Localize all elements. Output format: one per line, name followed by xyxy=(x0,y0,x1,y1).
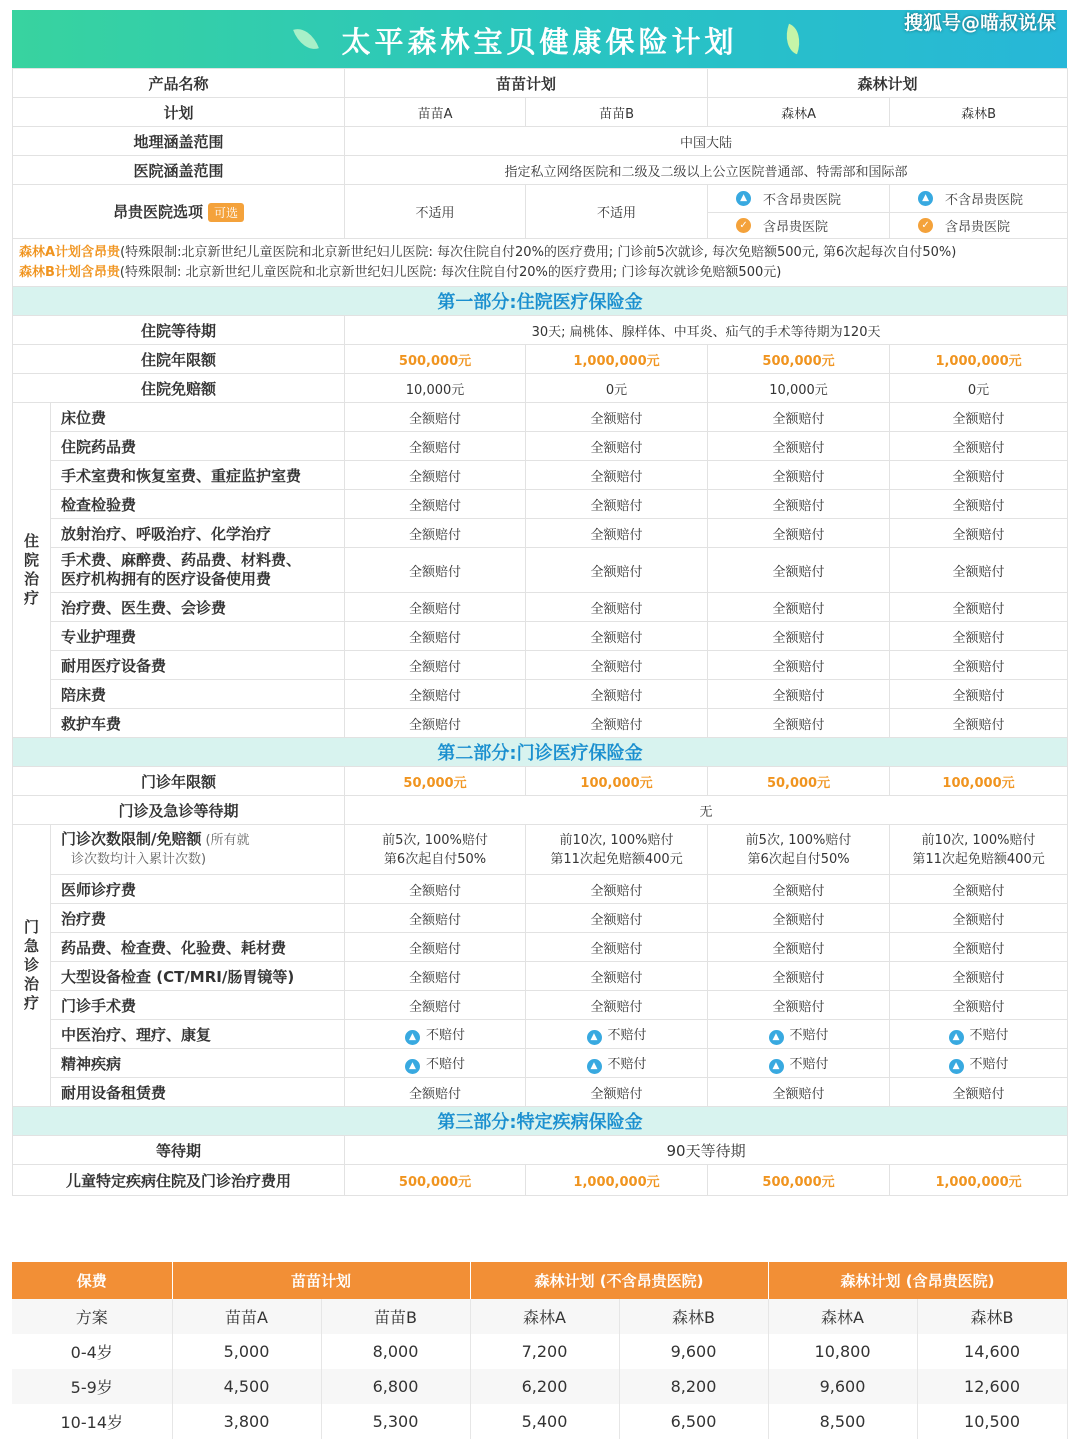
visits-line1: 前10次, 100%赔付 xyxy=(921,832,1036,848)
coverage-value: 全额赔付 xyxy=(890,1078,1068,1107)
coverage-value xyxy=(708,1020,890,1049)
inpatient-item-name: 放射治疗、呼吸治疗、化学治疗 xyxy=(51,519,345,548)
inpatient-item-row xyxy=(13,709,1068,738)
outpatient-limit-value: 100,000元 xyxy=(890,767,1068,796)
premium-cell: 6,800 xyxy=(321,1369,470,1404)
coverage-value xyxy=(526,1049,708,1078)
coverage-value: 全额赔付 xyxy=(526,709,708,738)
visits-note: 诊次数均计入累计次数) xyxy=(71,852,207,867)
premium-cell: 10,800 xyxy=(768,1334,917,1369)
check-circle-icon: ✓ xyxy=(736,218,751,233)
hospital-row xyxy=(13,156,1068,185)
premium-plan-cell: 森林A xyxy=(470,1299,619,1334)
coverage-value: 全额赔付 xyxy=(526,403,708,432)
visits-value xyxy=(345,825,526,875)
disease-row xyxy=(13,1165,1068,1196)
coverage-value: 全额赔付 xyxy=(345,709,526,738)
geo-row xyxy=(13,127,1068,156)
premium-cell: 5,300 xyxy=(321,1404,470,1439)
coverage-value: 全额赔付 xyxy=(708,875,890,904)
triangle-warning-icon: ▲ xyxy=(769,1030,784,1045)
visits-value xyxy=(708,825,890,875)
coverage-value: 全额赔付 xyxy=(708,519,890,548)
coverage-value: 全额赔付 xyxy=(708,622,890,651)
premium-cell: 9,600 xyxy=(768,1369,917,1404)
premium-cell: 7,200 xyxy=(470,1334,619,1369)
coverage-value: 全额赔付 xyxy=(708,403,890,432)
visits-line1: 前5次, 100%赔付 xyxy=(745,832,852,848)
outpatient-limit-value: 100,000元 xyxy=(526,767,708,796)
inpatient-item-row xyxy=(13,519,1068,548)
option-exclude xyxy=(890,186,1067,212)
inpatient-item-name: 检查检验费 xyxy=(51,490,345,519)
coverage-value: 全额赔付 xyxy=(890,962,1068,991)
inpatient-item-name: 治疗费、医生费、会诊费 xyxy=(51,593,345,622)
inpatient-item-row xyxy=(13,680,1068,709)
coverage-value: 全额赔付 xyxy=(890,403,1068,432)
coverage-value: 全额赔付 xyxy=(345,593,526,622)
coverage-value: 全额赔付 xyxy=(526,962,708,991)
coverage-value: 全额赔付 xyxy=(708,593,890,622)
coverage-value: 全额赔付 xyxy=(890,875,1068,904)
premium-cell: 10-14岁 xyxy=(12,1404,172,1439)
inpatient-deductible-value: 10,000元 xyxy=(345,374,526,403)
coverage-value: 全额赔付 xyxy=(345,461,526,490)
outpatient-limit-value: 50,000元 xyxy=(708,767,890,796)
inpatient-item-row xyxy=(13,651,1068,680)
visits-note: (所有就 xyxy=(205,833,250,848)
coverage-value: 全额赔付 xyxy=(345,680,526,709)
outpatient-item-row xyxy=(13,1049,1068,1078)
disease-limit-value: 1,000,000元 xyxy=(526,1165,708,1196)
disease-limit-value: 1,000,000元 xyxy=(890,1165,1068,1196)
special-notes xyxy=(13,239,1068,287)
triangle-warning-icon: ▲ xyxy=(949,1059,964,1074)
premium-cell: 12,600 xyxy=(917,1369,1067,1404)
inpatient-item-row xyxy=(13,432,1068,461)
waiting-row xyxy=(13,316,1068,345)
not-paid-label: 不赔付 xyxy=(426,1056,466,1072)
outpatient-item-name: 耐用设备租赁费 xyxy=(51,1078,345,1107)
option-include-label: 含昂贵医院 xyxy=(945,219,1011,235)
inpatient-item-row xyxy=(13,593,1068,622)
coverage-value: 全额赔付 xyxy=(708,432,890,461)
option-exclude xyxy=(708,186,889,212)
outpatient-item-row xyxy=(13,1078,1068,1107)
coverage-value: 全额赔付 xyxy=(890,622,1068,651)
disease-waiting-label: 等待期 xyxy=(13,1136,345,1165)
option-include-label: 含昂贵医院 xyxy=(763,219,829,235)
premium-header-cell: 森林计划 (含昂贵医院) xyxy=(768,1262,1067,1299)
coverage-value: 全额赔付 xyxy=(708,680,890,709)
coverage-value: 全额赔付 xyxy=(526,432,708,461)
plan-label: 计划 xyxy=(13,98,345,127)
coverage-value: 全额赔付 xyxy=(526,593,708,622)
inpatient-item-row xyxy=(13,461,1068,490)
outpatient-item-row xyxy=(13,991,1068,1020)
premium-cell: 6,500 xyxy=(619,1404,768,1439)
premium-cell: 0-4岁 xyxy=(12,1334,172,1369)
coverage-value: 全额赔付 xyxy=(708,548,890,593)
outpatient-item-name: 门诊手术费 xyxy=(51,991,345,1020)
optional-badge: 可选 xyxy=(208,203,244,222)
coverage-value: 全额赔付 xyxy=(890,933,1068,962)
coverage-value: 全额赔付 xyxy=(890,709,1068,738)
inpatient-vertical-label xyxy=(13,403,51,738)
premium-row xyxy=(12,1404,1067,1439)
expensive-options-cell xyxy=(890,185,1068,239)
inpatient-limit-value: 1,000,000元 xyxy=(890,345,1068,374)
premium-header-cell: 保费 xyxy=(12,1262,172,1299)
visits-line2: 第6次起自付50% xyxy=(383,851,487,867)
coverage-value: 全额赔付 xyxy=(526,875,708,904)
expensive-label-cell xyxy=(13,185,345,239)
section-title-part1: 第一部分:住院医疗保险金 xyxy=(13,287,1068,316)
coverage-value: 全额赔付 xyxy=(345,875,526,904)
outpatient-limit-row xyxy=(13,767,1068,796)
coverage-value: 全额赔付 xyxy=(526,490,708,519)
not-applicable: 不适用 xyxy=(345,185,526,239)
section-row xyxy=(13,738,1068,767)
premium-row xyxy=(12,1334,1067,1369)
inpatient-deductible-value: 0元 xyxy=(890,374,1068,403)
coverage-value: 全额赔付 xyxy=(890,490,1068,519)
premium-cell: 5,000 xyxy=(172,1334,321,1369)
not-paid-label: 不赔付 xyxy=(789,1056,829,1072)
outpatient-item-name: 药品费、检查费、化验费、耗材费 xyxy=(51,933,345,962)
check-circle-icon: ✓ xyxy=(918,218,933,233)
coverage-table xyxy=(12,68,1068,1196)
geo-label: 地理涵盖范围 xyxy=(13,127,345,156)
coverage-value: 全额赔付 xyxy=(526,651,708,680)
coverage-value: 全额赔付 xyxy=(708,904,890,933)
outpatient-item-row xyxy=(13,904,1068,933)
coverage-value: 全额赔付 xyxy=(345,519,526,548)
inpatient-item-row xyxy=(13,403,1068,432)
coverage-value xyxy=(890,1049,1068,1078)
coverage-value xyxy=(345,1049,526,1078)
premium-table xyxy=(12,1262,1068,1439)
coverage-value: 全额赔付 xyxy=(345,991,526,1020)
plan-name: 苗苗B xyxy=(526,98,708,127)
triangle-warning-icon: ▲ xyxy=(405,1059,420,1074)
outpatient-item-row xyxy=(13,1020,1068,1049)
coverage-value: 全额赔付 xyxy=(890,991,1068,1020)
coverage-value: 全额赔付 xyxy=(890,519,1068,548)
coverage-value: 全额赔付 xyxy=(890,548,1068,593)
notes-row xyxy=(13,239,1068,287)
disease-limit-value: 500,000元 xyxy=(708,1165,890,1196)
premium-header-cell: 苗苗计划 xyxy=(172,1262,470,1299)
limit-row xyxy=(13,345,1068,374)
triangle-warning-icon: ▲ xyxy=(587,1030,602,1045)
premium-header-cell: 森林计划 (不含昂贵医院) xyxy=(470,1262,768,1299)
plan-name: 森林A xyxy=(708,98,890,127)
visits-value xyxy=(526,825,708,875)
premium-cell: 3,800 xyxy=(172,1404,321,1439)
outpatient-limit-label: 门诊年限额 xyxy=(13,767,345,796)
page-title: 太平森林宝贝健康保险计划 xyxy=(341,25,738,59)
outpatient-item-name: 大型设备检查 (CT/MRI/肠胃镜等) xyxy=(51,962,345,991)
note-text: (特殊限制: 北京新世纪儿童医院和北京新世纪妇儿医院: 每次住院自付20%的医疗费用; 门诊每次就诊免赔额500元) xyxy=(119,264,782,280)
outpatient-item-name: 精神疾病 xyxy=(51,1049,345,1078)
inpatient-waiting-value: 30天; 扁桃体、腺样体、中耳炎、疝气的手术等待期为120天 xyxy=(345,316,1068,345)
outpatient-limit-value: 50,000元 xyxy=(345,767,526,796)
coverage-value xyxy=(526,1020,708,1049)
not-paid-label: 不赔付 xyxy=(969,1027,1009,1043)
group-miao: 苗苗计划 xyxy=(345,69,708,98)
coverage-value: 全额赔付 xyxy=(526,548,708,593)
group-senlin: 森林计划 xyxy=(708,69,1068,98)
section-title-part3: 第三部分:特定疾病保险金 xyxy=(13,1107,1068,1136)
inpatient-limit-value: 500,000元 xyxy=(345,345,526,374)
visits-line1: 前5次, 100%赔付 xyxy=(382,832,488,848)
coverage-value: 全额赔付 xyxy=(708,651,890,680)
coverage-value: 全额赔付 xyxy=(708,461,890,490)
premium-cell: 6,200 xyxy=(470,1369,619,1404)
premium-cell: 5,400 xyxy=(470,1404,619,1439)
inpatient-limit-value: 1,000,000元 xyxy=(526,345,708,374)
visits-line2: 第6次起自付50% xyxy=(747,851,850,867)
inpatient-item-name xyxy=(51,548,345,593)
outpatient-item-name: 医师诊疗费 xyxy=(51,875,345,904)
item-name-line1: 手术费、麻醉费、药品费、材料费、 xyxy=(61,551,302,569)
premium-cell: 4,500 xyxy=(172,1369,321,1404)
note-highlight: 森林A计划含昂贵 xyxy=(19,244,121,260)
coverage-value: 全额赔付 xyxy=(708,991,890,1020)
coverage-value: 全额赔付 xyxy=(890,651,1068,680)
inpatient-limit-label: 住院年限额 xyxy=(13,345,345,374)
expensive-label: 昂贵医院选项 xyxy=(112,203,203,221)
coverage-value: 全额赔付 xyxy=(890,461,1068,490)
outpatient-item-row xyxy=(13,933,1068,962)
product-name-row xyxy=(13,69,1068,98)
premium-plan-cell: 森林A xyxy=(768,1299,917,1334)
inpatient-item-row xyxy=(13,490,1068,519)
note-highlight: 森林B计划含昂贵 xyxy=(19,264,120,280)
inpatient-item-row xyxy=(13,622,1068,651)
watermark: 搜狐号@喵叔说保 xyxy=(903,12,1056,34)
special-note xyxy=(19,263,1061,283)
not-paid-label: 不赔付 xyxy=(607,1027,647,1043)
coverage-value xyxy=(345,1020,526,1049)
visits-label-cell xyxy=(51,825,345,875)
outpatient-item-row xyxy=(13,962,1068,991)
special-note xyxy=(19,243,1061,263)
triangle-warning-icon: ▲ xyxy=(918,191,933,206)
expensive-options-cell xyxy=(708,185,890,239)
not-applicable: 不适用 xyxy=(526,185,708,239)
plan-name: 森林B xyxy=(890,98,1068,127)
coverage-value: 全额赔付 xyxy=(708,1078,890,1107)
coverage-value: 全额赔付 xyxy=(708,490,890,519)
outpatient-item-row xyxy=(13,875,1068,904)
hospital-value: 指定私立网络医院和二级及二级以上公立医院普通部、特需部和国际部 xyxy=(345,156,1068,185)
coverage-value: 全额赔付 xyxy=(526,904,708,933)
hospital-label: 医院涵盖范围 xyxy=(13,156,345,185)
outpatient-waiting-label: 门诊及急诊等待期 xyxy=(13,796,345,825)
plan-row xyxy=(13,98,1068,127)
coverage-value: 全额赔付 xyxy=(345,622,526,651)
premium-cell: 8,200 xyxy=(619,1369,768,1404)
premium-plan-cell: 森林B xyxy=(619,1299,768,1334)
coverage-value: 全额赔付 xyxy=(526,622,708,651)
visits-value xyxy=(890,825,1068,875)
premium-cell: 14,600 xyxy=(917,1334,1067,1369)
disease-waiting-value: 90天等待期 xyxy=(345,1136,1068,1165)
coverage-value: 全额赔付 xyxy=(890,593,1068,622)
inpatient-deductible-label: 住院免赔额 xyxy=(13,374,345,403)
premium-plan-row xyxy=(12,1299,1067,1334)
premium-plan-cell: 方案 xyxy=(12,1299,172,1334)
option-exclude-label: 不含昂贵医院 xyxy=(945,193,1024,208)
premium-header-row xyxy=(12,1262,1067,1299)
not-paid-label: 不赔付 xyxy=(969,1056,1009,1072)
coverage-value: 全额赔付 xyxy=(526,991,708,1020)
outpatient-item-name: 中医治疗、理疗、康复 xyxy=(51,1020,345,1049)
coverage-value: 全额赔付 xyxy=(708,709,890,738)
inpatient-vertical-label-text: 住院治疗 xyxy=(24,532,40,607)
coverage-value: 全额赔付 xyxy=(890,904,1068,933)
triangle-warning-icon: ▲ xyxy=(587,1059,602,1074)
geo-value: 中国大陆 xyxy=(345,127,1068,156)
disease-limit-value: 500,000元 xyxy=(345,1165,526,1196)
coverage-value: 全额赔付 xyxy=(526,461,708,490)
triangle-warning-icon: ▲ xyxy=(736,191,751,206)
coverage-value: 全额赔付 xyxy=(345,933,526,962)
inpatient-item-name: 陪床费 xyxy=(51,680,345,709)
coverage-value: 全额赔付 xyxy=(345,904,526,933)
coverage-value: 全额赔付 xyxy=(708,962,890,991)
triangle-warning-icon: ▲ xyxy=(949,1030,964,1045)
premium-cell: 5-9岁 xyxy=(12,1369,172,1404)
inpatient-item-row xyxy=(13,548,1068,593)
coverage-value: 全额赔付 xyxy=(890,432,1068,461)
inpatient-item-name: 床位费 xyxy=(51,403,345,432)
inpatient-limit-value: 500,000元 xyxy=(708,345,890,374)
option-include xyxy=(708,212,889,238)
outpatient-waiting-row xyxy=(13,796,1068,825)
section-row xyxy=(13,287,1068,316)
not-paid-label: 不赔付 xyxy=(789,1027,829,1043)
inpatient-item-name: 住院药品费 xyxy=(51,432,345,461)
outpatient-vertical-label-text: 门急诊治疗 xyxy=(24,918,40,1012)
option-include xyxy=(890,212,1067,238)
visits-line1: 前10次, 100%赔付 xyxy=(559,832,674,848)
visits-label: 门诊次数限制/免赔额 xyxy=(61,830,202,848)
visits-line2: 第11次起免赔额400元 xyxy=(912,851,1045,867)
premium-cell: 9,600 xyxy=(619,1334,768,1369)
coverage-value: 全额赔付 xyxy=(345,403,526,432)
coverage-value xyxy=(890,1020,1068,1049)
premium-plan-cell: 苗苗A xyxy=(172,1299,321,1334)
inpatient-item-name: 耐用医疗设备费 xyxy=(51,651,345,680)
coverage-value: 全额赔付 xyxy=(345,651,526,680)
coverage-value: 全额赔付 xyxy=(708,933,890,962)
premium-plan-cell: 森林B xyxy=(917,1299,1067,1334)
inpatient-item-name: 手术室费和恢复室费、重症监护室费 xyxy=(51,461,345,490)
coverage-value: 全额赔付 xyxy=(526,680,708,709)
item-name-line2: 医疗机构拥有的医疗设备使用费 xyxy=(61,570,272,588)
coverage-value: 全额赔付 xyxy=(345,548,526,593)
coverage-value: 全额赔付 xyxy=(345,432,526,461)
premium-cell: 8,000 xyxy=(321,1334,470,1369)
triangle-warning-icon: ▲ xyxy=(405,1030,420,1045)
plan-name: 苗苗A xyxy=(345,98,526,127)
premium-cell: 8,500 xyxy=(768,1404,917,1439)
visits-row xyxy=(13,825,1068,875)
product-name-label: 产品名称 xyxy=(13,69,345,98)
coverage-value: 全额赔付 xyxy=(890,680,1068,709)
coverage-value: 全额赔付 xyxy=(526,519,708,548)
premium-cell: 10,500 xyxy=(917,1404,1067,1439)
outpatient-item-name: 治疗费 xyxy=(51,904,345,933)
inpatient-item-name: 专业护理费 xyxy=(51,622,345,651)
outpatient-vertical-label xyxy=(13,825,51,1107)
inpatient-item-name: 救护车费 xyxy=(51,709,345,738)
note-text: (特殊限制:北京新世纪儿童医院和北京新世纪妇儿医院: 每次住院自付20%的医疗费用; 门诊前5次就诊, 每次免赔额500元, 第6次起每次自付50%) xyxy=(120,244,957,260)
disease-waiting-row xyxy=(13,1136,1068,1165)
inpatient-deductible-value: 10,000元 xyxy=(708,374,890,403)
outpatient-waiting-value: 无 xyxy=(345,796,1068,825)
coverage-value: 全额赔付 xyxy=(345,1078,526,1107)
section-row xyxy=(13,1107,1068,1136)
not-paid-label: 不赔付 xyxy=(607,1056,647,1072)
deduct-row xyxy=(13,374,1068,403)
coverage-value xyxy=(708,1049,890,1078)
section-title-part2: 第二部分:门诊医疗保险金 xyxy=(13,738,1068,767)
option-exclude-label: 不含昂贵医院 xyxy=(763,193,842,208)
coverage-value: 全额赔付 xyxy=(526,1078,708,1107)
coverage-value: 全额赔付 xyxy=(526,933,708,962)
expensive-row xyxy=(13,185,1068,239)
disease-label: 儿童特定疾病住院及门诊治疗费用 xyxy=(13,1165,345,1196)
not-paid-label: 不赔付 xyxy=(426,1027,466,1043)
premium-row xyxy=(12,1369,1067,1404)
coverage-value: 全额赔付 xyxy=(345,962,526,991)
coverage-value: 全额赔付 xyxy=(345,490,526,519)
visits-line2: 第11次起免赔额400元 xyxy=(550,851,683,867)
premium-plan-cell: 苗苗B xyxy=(321,1299,470,1334)
inpatient-waiting-label: 住院等待期 xyxy=(13,316,345,345)
triangle-warning-icon: ▲ xyxy=(769,1059,784,1074)
inpatient-deductible-value: 0元 xyxy=(526,374,708,403)
